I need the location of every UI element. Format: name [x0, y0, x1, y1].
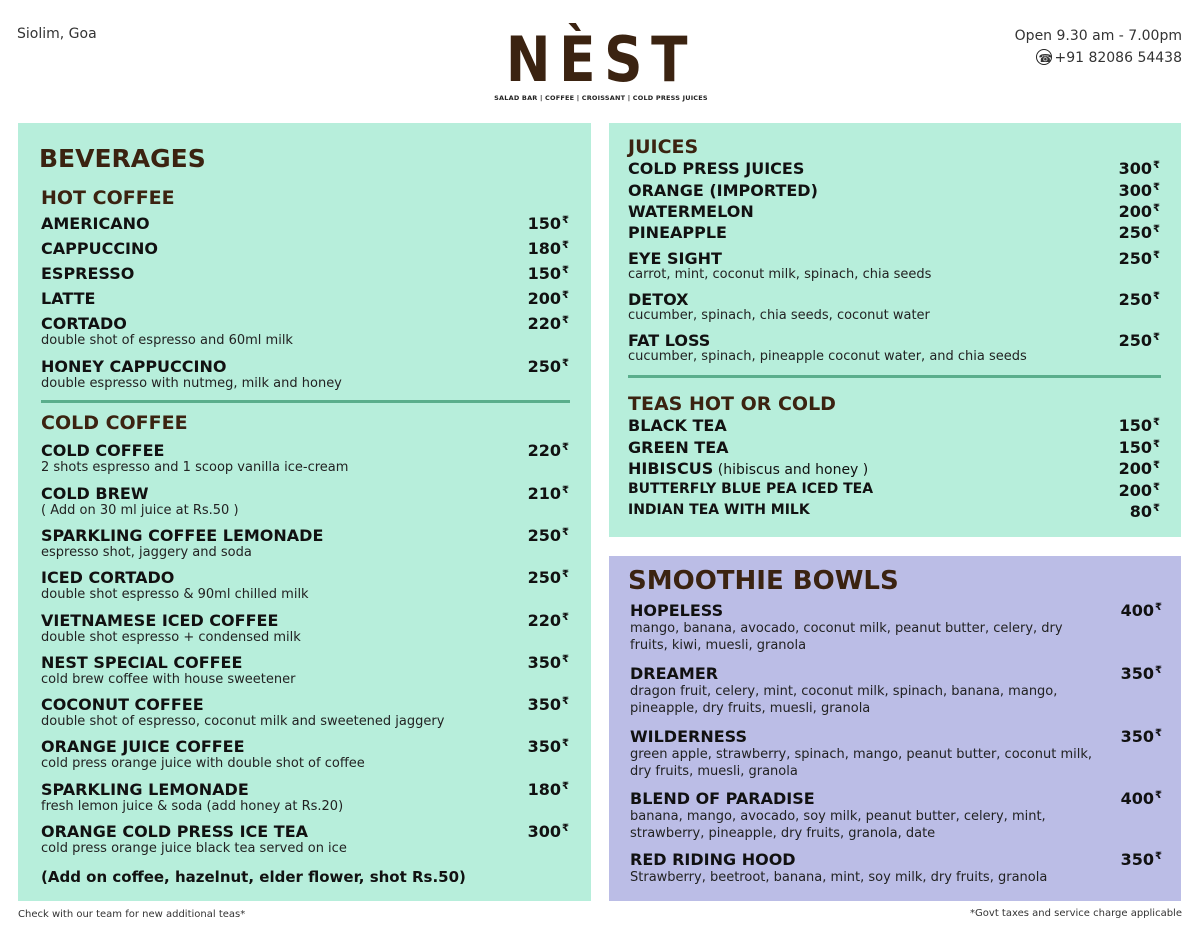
rupee-symbol: ₹	[1153, 417, 1160, 428]
item-price: 250₹	[1118, 249, 1160, 268]
item-description: fresh lemon juice & soda (add honey at Rs.20)	[41, 799, 344, 814]
item-price: 250₹	[527, 526, 569, 545]
rupee-symbol: ₹	[1153, 250, 1160, 261]
item-name: BLACK TEA	[628, 416, 727, 435]
item-price: 80₹	[1129, 502, 1160, 521]
item-price: 300₹	[1118, 159, 1160, 178]
item-name: ORANGE JUICE COFFEE	[41, 737, 245, 756]
rupee-symbol: ₹	[1153, 332, 1160, 343]
item-name: FAT LOSS	[628, 331, 711, 350]
item-name: CAPPUCCINO	[41, 239, 158, 258]
item-name: COLD COFFEE	[41, 441, 165, 460]
phone-icon	[1036, 49, 1052, 65]
hot-coffee-heading: HOT COFFEE	[41, 187, 175, 209]
item-name: HOPELESS	[630, 601, 724, 620]
item-description: mango, banana, avocado, coconut milk, peanut butter, celery, dry fruits, kiwi, muesli, granola	[630, 621, 1063, 653]
logo	[490, 22, 712, 102]
item-price: 400₹	[1120, 789, 1162, 808]
contact-block	[1015, 25, 1182, 69]
item-description: double espresso with nutmeg, milk and honey	[41, 376, 342, 391]
item-name: BLEND OF PARADISE	[630, 789, 815, 808]
item-name: ESPRESSO	[41, 264, 135, 283]
rupee-symbol: ₹	[1155, 851, 1162, 862]
item-name: COLD PRESS JUICES	[628, 159, 805, 178]
footer-note-right: *Govt taxes and service charge applicable	[970, 908, 1182, 919]
smoothie-heading: SMOOTHIE BOWLS	[628, 566, 899, 596]
rupee-symbol: ₹	[562, 738, 569, 749]
item-name: VIETNAMESE ICED COFFEE	[41, 611, 279, 630]
item-description: cucumber, spinach, pineapple coconut water, and chia seeds	[628, 349, 1027, 364]
item-price: 150₹	[1118, 416, 1160, 435]
item-name: COCONUT COFFEE	[41, 695, 204, 714]
item-price: 150₹	[527, 264, 569, 283]
item-description: cold press orange juice with double shot of coffee	[41, 756, 365, 771]
item-price: 250₹	[1118, 331, 1160, 350]
rupee-symbol: ₹	[1155, 728, 1162, 739]
item-name: RED RIDING HOOD	[630, 850, 796, 869]
item-name: SPARKLING COFFEE LEMONADE	[41, 526, 324, 545]
item-price: 200₹	[1118, 459, 1160, 478]
item-price: 300₹	[527, 822, 569, 841]
item-name: HONEY CAPPUCCINO	[41, 357, 227, 376]
logo-wordmark: NÈST	[505, 23, 697, 96]
item-name: INDIAN TEA WITH MILK	[628, 502, 810, 518]
rupee-symbol: ₹	[562, 240, 569, 251]
item-name: BUTTERFLY BLUE PEA ICED TEA	[628, 481, 874, 497]
item-price: 150₹	[1118, 438, 1160, 457]
rupee-symbol: ₹	[1153, 291, 1160, 302]
rupee-symbol: ₹	[562, 265, 569, 276]
item-name: WILDERNESS	[630, 727, 747, 746]
item-name: PINEAPPLE	[628, 223, 727, 242]
smoothie-list	[609, 556, 1181, 901]
rupee-symbol: ₹	[1153, 503, 1160, 514]
item-price: 350₹	[1120, 664, 1162, 683]
item-name: ICED CORTADO	[41, 568, 175, 587]
item-description: 2 shots espresso and 1 scoop vanilla ice-cream	[41, 460, 349, 475]
rupee-symbol: ₹	[1153, 160, 1160, 171]
item-price: 150₹	[527, 214, 569, 233]
item-description: double shot espresso + condensed milk	[41, 630, 301, 645]
item-description: ( Add on 30 ml juice at Rs.50 )	[41, 503, 239, 518]
juices-heading: JUICES	[628, 136, 699, 158]
rupee-symbol: ₹	[1155, 602, 1162, 613]
beverages-panel	[18, 123, 591, 901]
item-name: AMERICANO	[41, 214, 150, 233]
rupee-symbol: ₹	[562, 612, 569, 623]
item-price: 180₹	[527, 239, 569, 258]
rupee-symbol: ₹	[562, 358, 569, 369]
item-name: DREAMER	[630, 664, 719, 683]
item-description: carrot, mint, coconut milk, spinach, chia seeds	[628, 267, 932, 282]
rupee-symbol: ₹	[1153, 482, 1160, 493]
item-description: dragon fruit, celery, mint, coconut milk, spinach, banana, mango, pineapple, dry fruits, muesli, granola	[630, 684, 1058, 716]
item-name: CORTADO	[41, 314, 127, 333]
item-description: double shot of espresso and 60ml milk	[41, 333, 293, 348]
rupee-symbol: ₹	[1153, 439, 1160, 450]
rupee-symbol: ₹	[1153, 460, 1160, 471]
item-price: 200₹	[1118, 202, 1160, 221]
item-description: banana, mango, avocado, soy milk, peanut butter, celery, mint, strawberry, pineapple, dry fruits, granola, date	[630, 809, 1046, 841]
phone-number[interactable]: +91 82086 54438	[1054, 50, 1182, 66]
item-description: double shot espresso & 90ml chilled milk	[41, 587, 309, 602]
item-description: green apple, strawberry, spinach, mango, peanut butter, coconut milk, dry fruits, muesli, granola	[630, 747, 1093, 779]
item-price: 200₹	[1118, 481, 1160, 500]
item-description: cucumber, spinach, chia seeds, coconut water	[628, 308, 930, 323]
item-price: 350₹	[1120, 727, 1162, 746]
phone-line	[1015, 47, 1182, 69]
item-description: double shot of espresso, coconut milk and sweetened jaggery	[41, 714, 445, 729]
item-name: GREEN TEA	[628, 438, 729, 457]
addon-note: (Add on coffee, hazelnut, elder flower, shot Rs.50)	[41, 868, 466, 886]
rupee-symbol: ₹	[1153, 224, 1160, 235]
location-text: Siolim, Goa	[17, 26, 97, 42]
rupee-symbol: ₹	[562, 696, 569, 707]
item-price: 350₹	[527, 695, 569, 714]
item-price: 350₹	[527, 737, 569, 756]
item-description: cold brew coffee with house sweetener	[41, 672, 296, 687]
smoothie-panel	[609, 556, 1181, 901]
item-price: 220₹	[527, 314, 569, 333]
rupee-symbol: ₹	[562, 485, 569, 496]
rupee-symbol: ₹	[1153, 203, 1160, 214]
item-price: 210₹	[527, 484, 569, 503]
item-name: COLD BREW	[41, 484, 149, 503]
rupee-symbol: ₹	[1155, 790, 1162, 801]
item-name: HIBISCUS (hibiscus and honey )	[628, 459, 869, 478]
footer-note-left: Check with our team for new additional teas*	[18, 909, 246, 920]
item-name: ORANGE (IMPORTED)	[628, 181, 818, 200]
item-price: 250₹	[527, 568, 569, 587]
cold-coffee-heading: COLD COFFEE	[41, 412, 188, 434]
item-name: ORANGE COLD PRESS ICE TEA	[41, 822, 309, 841]
item-price: 220₹	[527, 441, 569, 460]
item-note: (hibiscus and honey )	[713, 462, 869, 478]
rupee-symbol: ₹	[562, 823, 569, 834]
cold-coffee-list	[18, 123, 591, 901]
rupee-symbol: ₹	[562, 569, 569, 580]
item-price: 220₹	[527, 611, 569, 630]
item-name: SPARKLING LEMONADE	[41, 780, 249, 799]
juices-panel	[609, 123, 1181, 537]
item-description: Strawberry, beetroot, banana, mint, soy milk, dry fruits, granola	[630, 870, 1048, 885]
item-description: cold press orange juice black tea served on ice	[41, 841, 347, 856]
item-name: WATERMELON	[628, 202, 754, 221]
beverages-heading: BEVERAGES	[39, 144, 206, 173]
opening-hours: Open 9.30 am - 7.00pm	[1014, 28, 1182, 44]
logo-tagline: SALAD BAR | COFFEE | CROISSANT | COLD PRESS JUICES	[494, 94, 708, 102]
rupee-symbol: ₹	[1153, 182, 1160, 193]
rupee-symbol: ₹	[562, 654, 569, 665]
rupee-symbol: ₹	[562, 290, 569, 301]
rupee-symbol: ₹	[562, 442, 569, 453]
item-price: 400₹	[1120, 601, 1162, 620]
item-name: LATTE	[41, 289, 96, 308]
item-price: 200₹	[527, 289, 569, 308]
item-price: 180₹	[527, 780, 569, 799]
item-description: espresso shot, jaggery and soda	[41, 545, 252, 560]
rupee-symbol: ₹	[562, 527, 569, 538]
teas-heading: TEAS HOT OR COLD	[628, 393, 836, 415]
rupee-symbol: ₹	[562, 781, 569, 792]
rupee-symbol: ₹	[1155, 665, 1162, 676]
item-price: 350₹	[527, 653, 569, 672]
item-name: EYE SIGHT	[628, 249, 722, 268]
rupee-symbol: ₹	[562, 315, 569, 326]
teas-list	[609, 123, 1181, 537]
item-name: NEST SPECIAL COFFEE	[41, 653, 243, 672]
item-price: 350₹	[1120, 850, 1162, 869]
item-price: 250₹	[1118, 290, 1160, 309]
item-name: DETOX	[628, 290, 689, 309]
item-price: 250₹	[1118, 223, 1160, 242]
rupee-symbol: ₹	[562, 215, 569, 226]
item-price: 300₹	[1118, 181, 1160, 200]
item-price: 250₹	[527, 357, 569, 376]
